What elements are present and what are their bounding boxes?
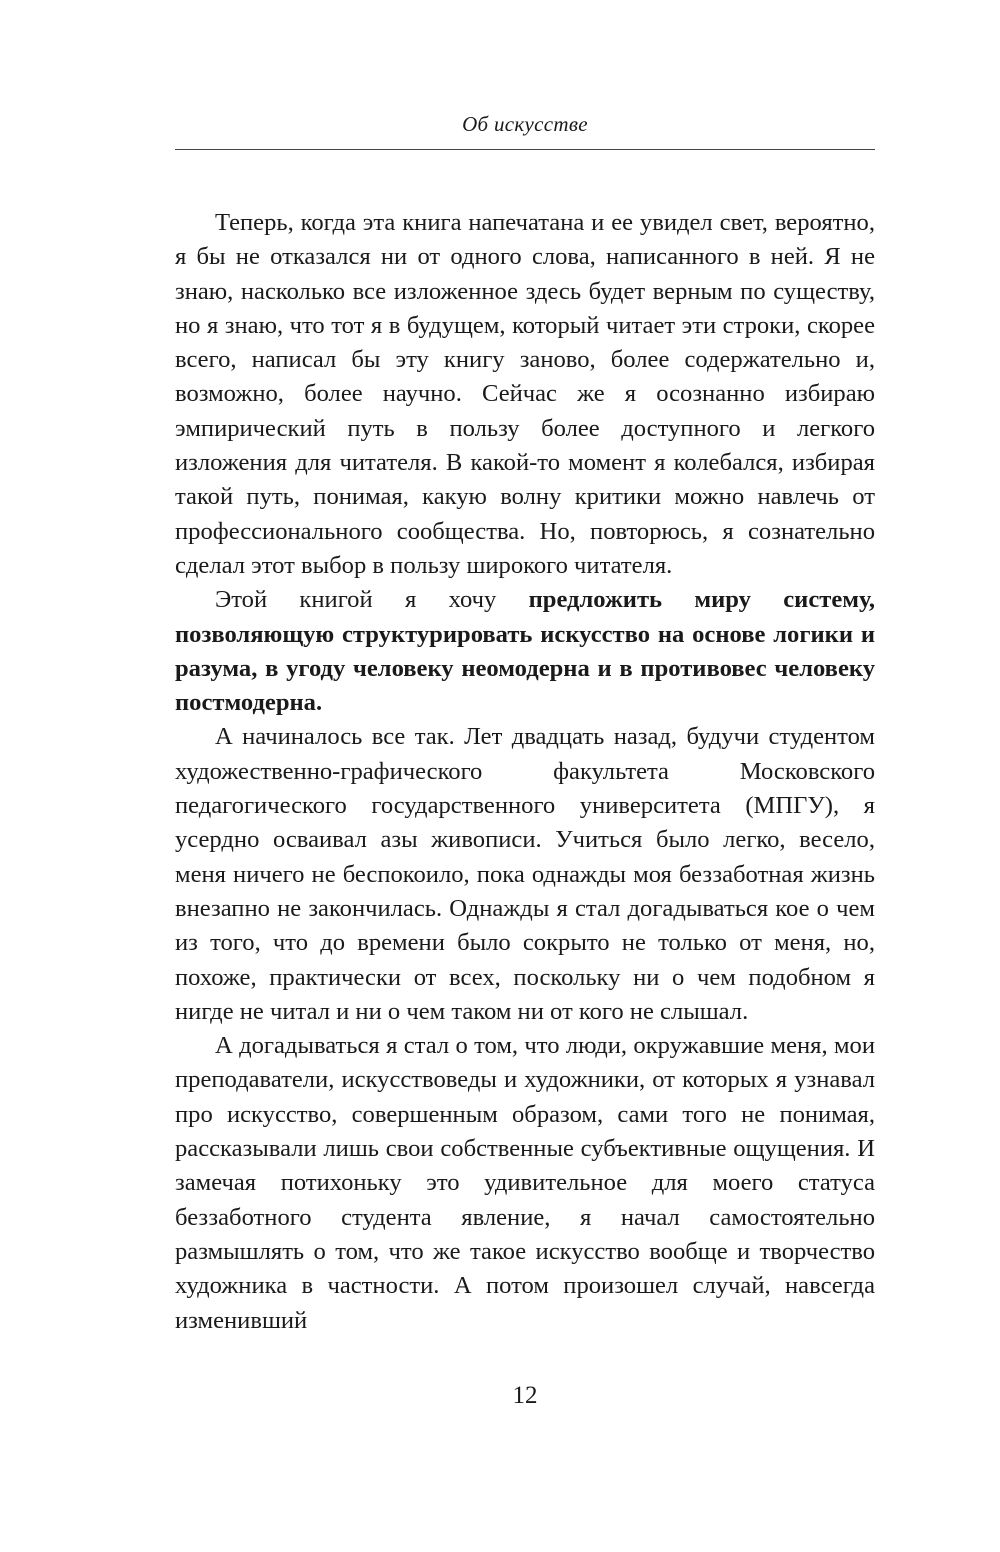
paragraph-4: А догадываться я стал о том, что люди, окружавшие меня, мои преподаватели, искусствоведы и художники, от которых я узнавал про искусство, совершенным образом, сами того не понимая, рассказывали лишь свои собственные субъективные ощущения. И замечая потихоньку это удивительное для моего статуса беззаботного студента явление, я начал самостоятельно размышлять о том, что же такое искусство вообще и творчество художника в частности. А потом произошел случай, навсегда изменивший	[175, 1032, 875, 1334]
header-rule	[175, 149, 875, 150]
paragraph-1: Теперь, когда эта книга напечатана и ее увидел свет, вероятно, я бы не отказался ни от одного слова, написанного в ней. Я не знаю, насколько все изложенное здесь будет верным по существу, но я знаю, что тот я в будущем, который читает эти строки, скорее всего, написал бы эту книгу заново, более содержательно и, возможно, более научно. Сейчас же я осознанно избираю эмпирический путь в пользу более доступного и легкого изложения для читателя. В какой-то момент я колебался, избирая такой путь, понимая, какую волну критики можно навлечь от профессионального сообщества. Но, повторюсь, я сознательно сделал этот выбор в пользу широкого читателя.	[175, 209, 875, 579]
paragraph-2-lead: Этой книгой я хочу	[215, 586, 529, 614]
paragraph-2	[175, 583, 875, 720]
paragraph-3: А начиналось все так. Лет двадцать назад, будучи студентом художественно-графического факультета Московского педагогического государственного университета (МПГУ), я усердно осваивал азы живописи. Учиться было легко, весело, меня ничего не беспокоило, пока однажды моя беззаботная жизнь внезапно не закончилась. Однажды я стал догадываться кое о чем из того, что до времени было сокрыто не только от меня, но, похоже, практически от всех, поскольку ни о чем подобном я нигде не читал и ни о чем таком ни от кого не слышал.	[175, 723, 875, 1025]
running-title: Об искусстве	[462, 112, 588, 136]
page-body	[175, 206, 875, 1338]
page-number: 12	[512, 1382, 538, 1409]
paragraph-2-bold: предложить миру систему, позволяющую структурировать искусство на основе логики и разума, в угоду человеку неомодерна и в противовес человеку постмодерна.	[175, 586, 875, 717]
